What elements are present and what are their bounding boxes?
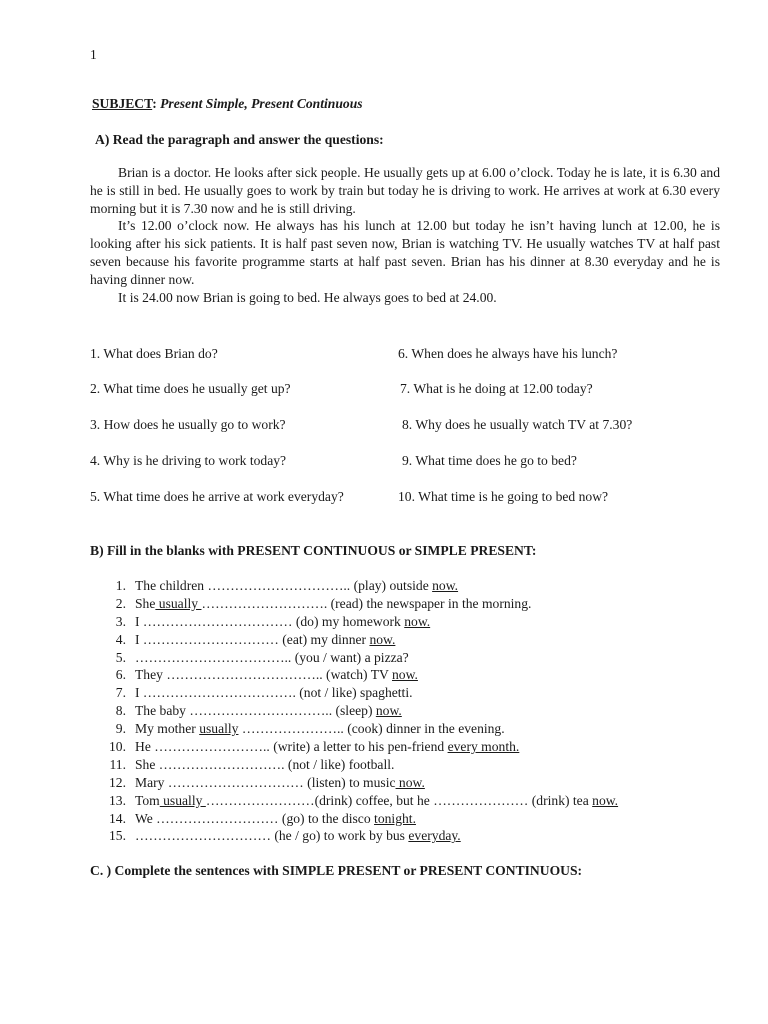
- paragraph-3: It is 24.00 now Brian is going to bed. He always goes to bed at 24.00.: [118, 289, 497, 305]
- paragraph-2: It’s 12.00 o’clock now. He always has his lunch at 12.00 but today he isn’t having lunch at 12.00, he is looking after his sick patients. It is half past seven now, Brian is watching TV. He usually watches TV at half past seven because his favorite programme starts at half past seven. Brian has his dinner at 8.30 everyday and he is having dinner now.: [90, 218, 720, 287]
- question-2: 2. What time does he usually get up?: [90, 381, 291, 396]
- item-text: The baby ………………………….. (sleep) now.: [135, 703, 402, 719]
- section-a-heading: A) Read the paragraph and answer the questions:: [95, 132, 384, 147]
- question-4: 4. Why is he driving to work today?: [90, 453, 287, 468]
- item-text: I …………………………… (do) my homework now.: [135, 613, 431, 629]
- item-text: The children ………………………….. (play) outside now.: [135, 578, 459, 593]
- page-number: 1: [90, 47, 97, 62]
- paragraph-1: Brian is a doctor. He looks after sick people. He usually gets up at 6.00 o’clock. Today he is late, it is 6.30 and he is still in bed. He usually goes to work by train but today he is driving to work. He arrives at work at 6.30 every morning but it is 7.30 now and he is still driving.: [90, 165, 720, 216]
- item-number: 10.: [109, 739, 126, 755]
- question-9: 9. What time does he go to bed?: [402, 453, 577, 468]
- subject-title: Present Simple, Present Continuous: [160, 96, 363, 111]
- subject-line: [92, 95, 363, 113]
- item-number: 6.: [115, 667, 126, 683]
- item-text: We ……………………… (go) to the disco tonight.: [135, 810, 416, 826]
- section-b-heading: B) Fill in the blanks with PRESENT CONTINUOUS or SIMPLE PRESENT:: [90, 543, 537, 558]
- item-text: She ………………………. (not / like) football.: [135, 756, 395, 772]
- item-number: 14.: [109, 810, 126, 826]
- question-6: 6. When does he always have his lunch?: [398, 346, 618, 361]
- item-number: 9.: [115, 721, 126, 737]
- item-number: 15.: [109, 828, 126, 844]
- item-text: …………………………….. (you / want) a pizza?: [135, 649, 409, 665]
- item-text: I ……………………………. (not / like) spaghetti.: [135, 685, 413, 701]
- item-text: She usually ………………………. (read) the newspaper in the morning.: [135, 595, 532, 611]
- item-text: He …………………….. (write) a letter to his pen-friend every month.: [135, 739, 520, 755]
- subject-colon: :: [152, 96, 157, 111]
- item-number: 2.: [115, 595, 126, 611]
- item-number: 12.: [109, 774, 126, 790]
- section-c-heading: C. ) Complete the sentences with SIMPLE PRESENT or PRESENT CONTINUOUS:: [90, 863, 583, 878]
- item-text: My mother usually ………………….. (cook) dinner in the evening.: [135, 721, 505, 737]
- item-text: They …………………………….. (watch) TV now.: [135, 667, 418, 683]
- item-number: 7.: [115, 685, 126, 701]
- item-number: 4.: [115, 631, 126, 647]
- item-text: I ………………………… (eat) my dinner now.: [135, 631, 396, 647]
- question-1: 1. What does Brian do?: [90, 346, 218, 361]
- question-10: 10. What time is he going to bed now?: [398, 489, 609, 504]
- item-text: ………………………… (he / go) to work by bus everyday.: [135, 828, 461, 844]
- item-number: 5.: [115, 649, 126, 665]
- item-text: Mary ………………………… (listen) to music now.: [135, 774, 425, 790]
- question-7: 7. What is he doing at 12.00 today?: [400, 381, 593, 396]
- item-number: 13.: [109, 792, 126, 808]
- item-number: 3.: [115, 613, 126, 629]
- question-3: 3. How does he usually go to work?: [90, 417, 286, 432]
- item-number: 8.: [115, 703, 126, 719]
- question-8: 8. Why does he usually watch TV at 7.30?: [402, 417, 633, 432]
- item-text: Tom usually ……………………(drink) coffee, but he ………………… (drink) tea now.: [135, 792, 619, 808]
- item-number: 1.: [115, 578, 126, 593]
- question-5: 5. What time does he arrive at work everyday?: [90, 489, 344, 504]
- subject-label: SUBJECT: [92, 96, 153, 111]
- reading-paragraph: [90, 164, 720, 306]
- item-number: 11.: [109, 756, 126, 772]
